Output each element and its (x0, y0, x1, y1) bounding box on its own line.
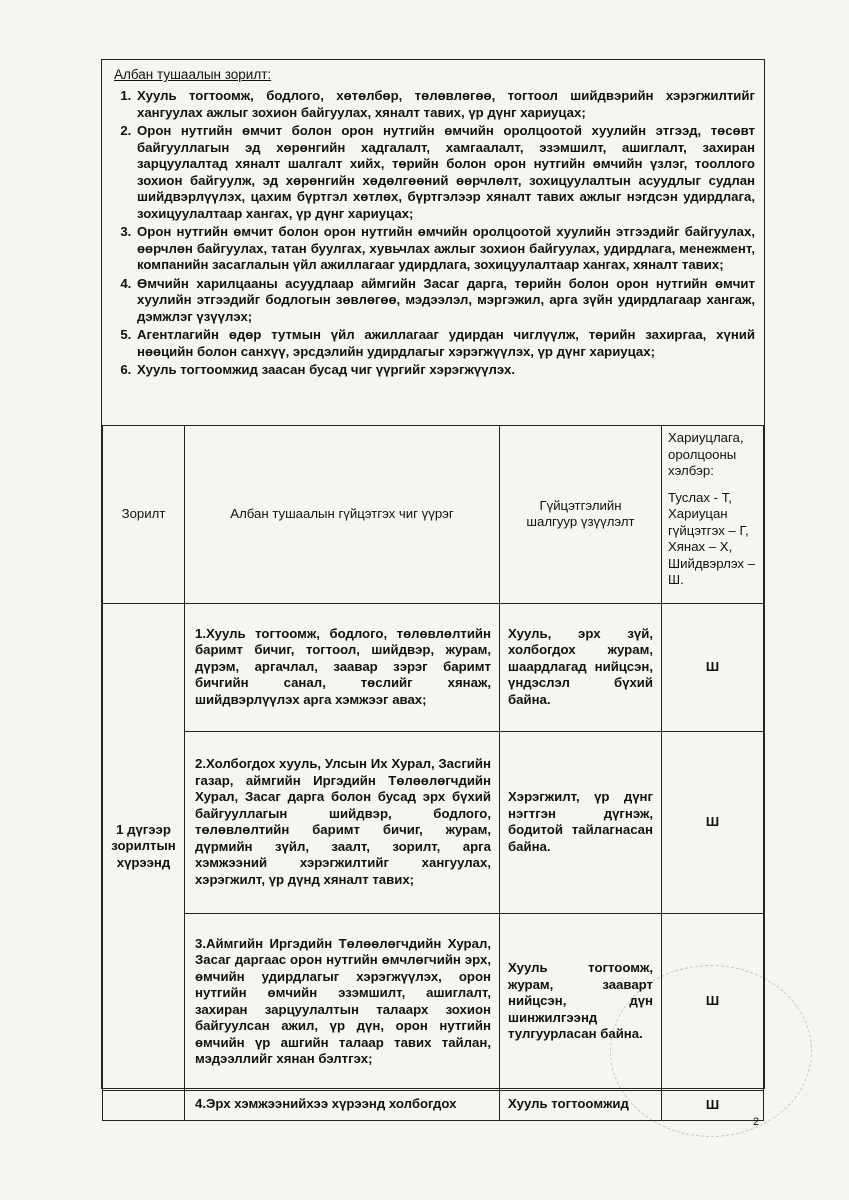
resp-cell: Ш (662, 731, 764, 913)
function-cell: 1.Хууль тогтоомж, бодлого, төлөвлөлтийн баримт бичиг, тогтоол, шийдвэр, журам, дүрэм, аргачлал, заавар зэрэг баримт бичгийн санал, төслийг хянаж, шийдвэрлүүлэх арга хэмжээг авах; (185, 603, 500, 731)
table-row (103, 1090, 764, 1120)
document-frame (101, 59, 765, 1112)
purpose-title: Албан тушаалын зорилт: (114, 67, 272, 82)
purpose-item: 1. Хууль тогтоомж, бодлого, хөтөлбөр, төлөвлөгөө, тогтоол шийдвэрийн хэрэгжилтийг хангуулах ажлыг зохион байгуулах, хяналт тавих, үр дүнг хариуцах; (135, 88, 755, 121)
goal-cell-empty (103, 1090, 185, 1120)
criteria-cell: Хэрэгжилт, үр дүнг нэгтгэн дүгнэж, бодитой тайлагнасан байна. (500, 731, 662, 913)
resp-cell: Ш (662, 1090, 764, 1120)
table-row (103, 603, 764, 731)
purpose-item: 5. Агентлагийн өдөр тутмын үйл ажиллагааг удирдан чиглүүлж, төрийн захиргаа, хүний нөөцийн болон санхүү, эрсдэлийн удирдлагыг хэрэгжүүлэх, үр дүнг хариуцах; (135, 327, 755, 360)
resp-cell: Ш (662, 913, 764, 1090)
purpose-item: 2. Орон нутгийн өмчит болон орон нутгийн өмчийн оролцоотой хуулийн этгээд, төсөвт байгууллагын эд хөрөнгийн хадгалалт, хамгаалалт, эзэмшилт, ашиглалт, захиран зарцуулалтад хяналт шалгалт хийх, төрийн болон орон нутгийн өмчийн үзлэг, тооллого зохион байгуулж, эд хөрөнгийн хөдөлгөөний өөрчлөлт, зохицуулалтын асуудлыг судлан шийдвэрлүүлэх, цахим бүртгэл хөтлөх, бүртгэлээр хяналт тавих ажлыг нэгдсэн удирдлага, зохицуулалтаар хангах, үр дүнг хариуцах; (135, 123, 755, 222)
header-criteria: Гүйцэтгэлийн шалгуур үзүүлэлт (500, 426, 662, 604)
header-function: Албан тушаалын гүйцэтгэх чиг үүрэг (185, 426, 500, 604)
table-header-row (103, 426, 764, 604)
purpose-list (114, 88, 755, 379)
purpose-item: 4. Өмчийн харилцааны асуудлаар аймгийн Засаг дарга, төрийн болон орон нутгийн өмчит хуулийн этгээдийг бодлогын зөвлөгөө, мэдээлэл, мэргэжил, арга зүйн удирдлагаар хангаж, дэмжлэг үзүүлэх; (135, 276, 755, 326)
table-row (103, 913, 764, 1090)
function-cell: 2.Холбогдох хууль, Улсын Их Хурал, Засгийн газар, аймгийн Иргэдийн Төлөөлөгчдийн Хурал, Засаг дарга болон бусад эрх бүхий байгууллагын шийдвэр, бодлого, төлөвлөлтийн баримт бичиг, журам, дүрмийн зүйл, заалт, зорилт, арга хэмжээний хэрэгжилтийг хангуулах, хэрэгжилт, үр дүнд хяналт тавих; (185, 731, 500, 913)
header-resp-legend: Туслах - Т, Хариуцан гүйцэтгэх – Г, Хянах – Х, Шийдвэрлэх – Ш. (668, 489, 755, 587)
purpose-item: 3. Орон нутгийн өмчит болон орон нутгийн өмчийн оролцоотой хуулийн этгээдийг байгуулах, өөрчлөн байгуулах, татан буулгах, хувьчлах ажлыг зохион байгуулах, удирдлага, менежмент, компанийн засаглалын үйл ажиллагааг удирдлага, зохицуулалтаар хангах, хяналт тавих; (135, 224, 755, 274)
header-responsibility (662, 426, 764, 604)
resp-cell: Ш (662, 603, 764, 731)
header-goal: Зорилт (103, 426, 185, 604)
purpose-section (102, 60, 764, 379)
criteria-cell: Хууль тогтоомж, журам, зааварт нийцсэн, дүн шинжилгээнд тулгуурласан байна. (500, 913, 662, 1090)
criteria-cell: Хууль, эрх зүй, холбогдох журам, шаардлагад нийцсэн, үндэслэл бүхий байна. (500, 603, 662, 731)
duty-table (102, 425, 764, 1121)
function-cell: 4.Эрх хэмжээнийхээ хүрээнд холбогдох (185, 1090, 500, 1120)
purpose-item: 6. Хууль тогтоомжид заасан бусад чиг үүргийг хэрэгжүүлэх. (135, 362, 755, 379)
goal-cell: 1 дүгээр зорилтын хүрээнд (103, 603, 185, 1090)
function-cell: 3.Аймгийн Иргэдийн Төлөөлөгчдийн Хурал, Засаг даргаас орон нутгийн өмчлөгчийн эрх, өмчийн удирдлагыг хэрэгжүүлэх, орон нутгийн өмчийн эзэмшилт, ашиглалт, захиран зарцуулалтын талаарх зохион байгуулсан ажил, үр дүн, орон нутгийн өмчийн үр ашгийн талаар тавих тайлан, мэдээллийг хянан бэлтгэх; (185, 913, 500, 1090)
criteria-cell: Хууль тогтоомжид (500, 1090, 662, 1120)
table-row (103, 731, 764, 913)
page-number: 2 (753, 1116, 760, 1128)
header-resp-title: Хариуцлага, оролцооны хэлбэр: (668, 430, 744, 478)
